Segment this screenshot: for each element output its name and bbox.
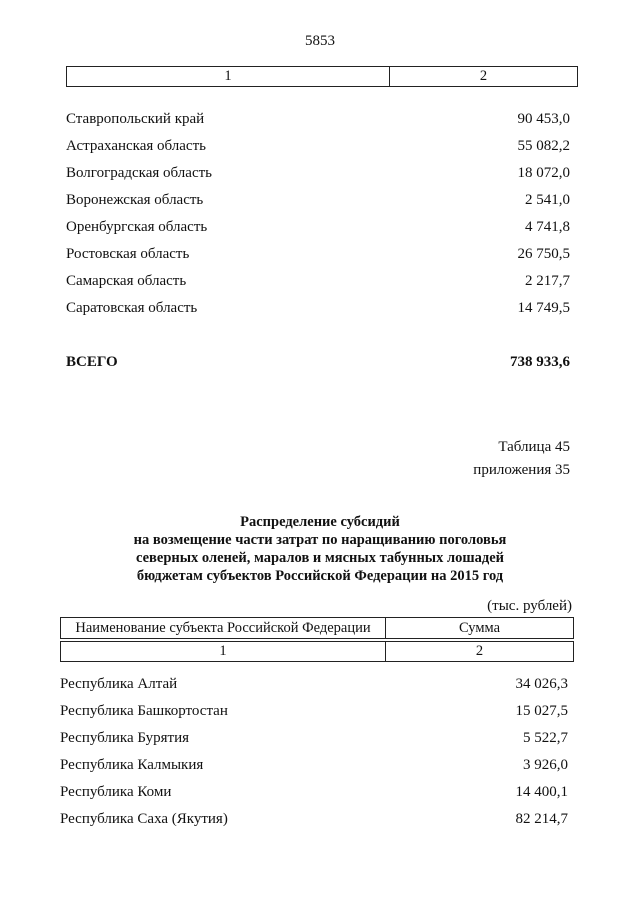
region-name: Оренбургская область bbox=[66, 219, 208, 235]
total-label: ВСЕГО bbox=[66, 354, 118, 370]
region-name: Волгоградская область bbox=[66, 165, 212, 181]
region-name: Самарская область bbox=[66, 273, 187, 289]
table-row bbox=[0, 730, 640, 752]
table-row bbox=[0, 811, 640, 833]
subject-name: Республика Саха (Якутия) bbox=[60, 811, 228, 827]
table-row bbox=[0, 111, 640, 133]
title-line-2: на возмещение части затрат по наращиванию поголовья bbox=[133, 532, 507, 548]
table-row bbox=[0, 273, 640, 295]
top-col-number-2: 2 bbox=[390, 67, 578, 87]
table-row bbox=[0, 784, 640, 806]
bottom-table-header bbox=[60, 617, 574, 639]
total-value: 738 933,6 bbox=[510, 354, 570, 370]
region-value: 14 749,5 bbox=[517, 300, 570, 316]
region-value: 2 217,7 bbox=[525, 273, 570, 289]
table-row bbox=[0, 703, 640, 725]
total-row bbox=[0, 354, 640, 376]
table-row bbox=[0, 300, 640, 322]
units-label: (тыс. рублей) bbox=[487, 598, 572, 614]
table-row bbox=[0, 757, 640, 779]
subject-sum: 34 026,3 bbox=[515, 676, 568, 692]
col-header-name: Наименование субъекта Российской Федерации bbox=[61, 618, 386, 639]
bottom-table-col-numbers bbox=[60, 641, 574, 662]
appendix-number: приложения 35 bbox=[473, 462, 570, 478]
title-line-3: северных оленей, маралов и мясных табунных лошадей bbox=[136, 550, 504, 566]
table-row bbox=[0, 246, 640, 268]
subject-name: Республика Башкортостан bbox=[60, 703, 228, 719]
subject-sum: 3 926,0 bbox=[523, 757, 568, 773]
table-row bbox=[0, 676, 640, 698]
region-value: 2 541,0 bbox=[525, 192, 570, 208]
subject-name: Республика Калмыкия bbox=[60, 757, 204, 773]
top-table-header bbox=[66, 66, 578, 87]
region-name: Ставропольский край bbox=[66, 111, 205, 127]
subject-name: Республика Бурятия bbox=[60, 730, 190, 746]
region-value: 55 082,2 bbox=[517, 138, 570, 154]
subject-sum: 14 400,1 bbox=[515, 784, 568, 800]
region-value: 4 741,8 bbox=[525, 219, 570, 235]
subject-sum: 5 522,7 bbox=[523, 730, 568, 746]
table-row bbox=[0, 192, 640, 214]
table-title bbox=[0, 513, 640, 585]
col-number-1: 1 bbox=[61, 642, 386, 662]
subject-sum: 82 214,7 bbox=[515, 811, 568, 827]
title-line-4: бюджетам субъектов Российской Федерации на 2015 год bbox=[136, 568, 504, 584]
col-number-2: 2 bbox=[386, 642, 574, 662]
table-row bbox=[0, 219, 640, 241]
subject-name: Республика Коми bbox=[60, 784, 172, 800]
table-row bbox=[0, 138, 640, 160]
region-name: Воронежская область bbox=[66, 192, 204, 208]
top-col-number-1: 1 bbox=[67, 67, 390, 87]
region-name: Ростовская область bbox=[66, 246, 190, 262]
subject-name: Республика Алтай bbox=[60, 676, 178, 692]
region-name: Астраханская область bbox=[66, 138, 206, 154]
table-number: Таблица 45 bbox=[498, 439, 570, 455]
region-value: 18 072,0 bbox=[517, 165, 570, 181]
title-line-1: Распределение субсидий bbox=[240, 514, 400, 530]
subject-sum: 15 027,5 bbox=[515, 703, 568, 719]
page-number: 5853 bbox=[305, 33, 335, 49]
col-header-sum: Сумма bbox=[386, 618, 574, 639]
region-value: 26 750,5 bbox=[517, 246, 570, 262]
region-value: 90 453,0 bbox=[517, 111, 570, 127]
table-row bbox=[0, 165, 640, 187]
region-name: Саратовская область bbox=[66, 300, 198, 316]
